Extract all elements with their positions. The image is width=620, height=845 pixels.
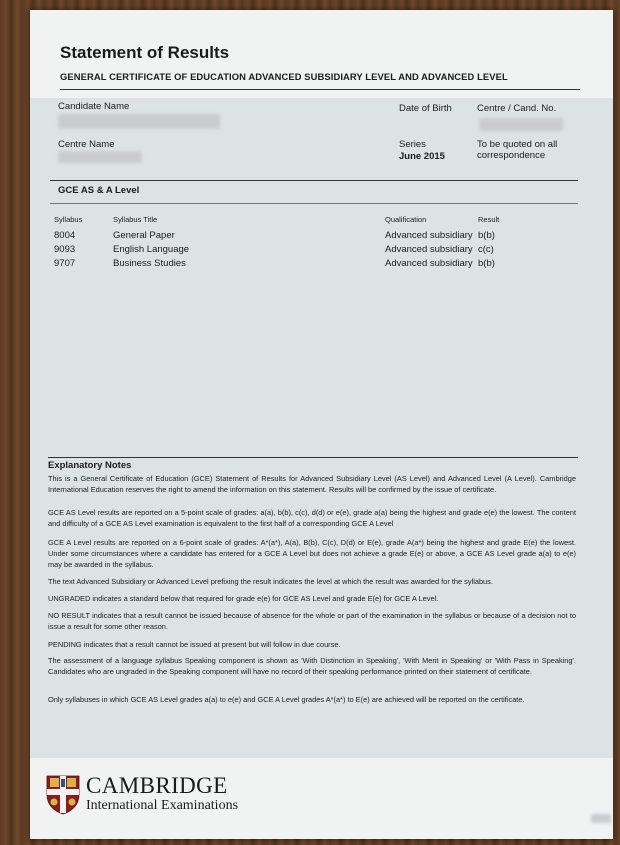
header-rule <box>50 180 578 181</box>
syllabus-code: 9707 <box>54 258 76 269</box>
centre-cand-label: Centre / Cand. No. <box>477 103 557 114</box>
cambridge-shield-icon <box>46 775 80 815</box>
result-grade: c(c) <box>478 244 494 255</box>
section-rule <box>50 203 578 204</box>
note-paragraph: PENDING indicates that a result cannot be issued at present but will follow in due course. <box>48 640 341 649</box>
serial-redacted <box>591 814 611 823</box>
syllabus-title: English Language <box>113 244 190 255</box>
syllabus-title: General Paper <box>113 230 175 241</box>
column-header-qualification: Qualification <box>385 215 427 224</box>
note-paragraph: Only syllabuses in which GCE AS Level grades a(a) to e(e) and GCE A Level grades A*(a*) to E(e) are achieved will be reported on the certificate. <box>48 695 525 704</box>
note-paragraph: GCE AS Level results are reported on a 5-point scale of grades: a(a), b(b), c(c), d(d) or e(e), grade a(a) being the highest and grade e(e) the lowest. The content and difficulty of a GCE AS Level examination is equivalent to the first half of a corresponding GCE A Level <box>48 508 576 529</box>
column-header-result: Result <box>478 215 500 224</box>
result-grade: b(b) <box>478 258 495 269</box>
notes-title: Explanatory Notes <box>48 460 132 471</box>
centre-name-label: Centre Name <box>58 139 115 150</box>
syllabus-title: Business Studies <box>113 258 186 269</box>
column-header-title: Syllabus Title <box>113 215 158 224</box>
results-section-title: GCE AS & A Level <box>58 185 140 196</box>
qualification: Advanced subsidiary <box>385 244 473 255</box>
syllabus-code: 9093 <box>54 244 76 255</box>
series-value: June 2015 <box>399 151 445 162</box>
result-grade: b(b) <box>478 230 495 241</box>
column-header-syllabus: Syllabus <box>54 215 83 224</box>
note-paragraph: The assessment of a language syllabus Speaking component is shown as 'With Distinction in Speaking', 'With Merit in Speaking' or 'With Pass in Speaking'. Candidates who are ungraded in the Speaking component will have no record of their speaking performance printed on their statement of certificate. <box>48 656 576 677</box>
candidate-name-label: Candidate Name <box>58 101 130 112</box>
note-paragraph: GCE A Level results are reported on a 6-point scale of grades: A*(a*), A(a), B(b), C(c), D(d) or E(e), grade A(a*) being the highest and grade E(e) the lowest. Under some circumstances where a candidate has entered for a GCE A Level but does not achieve a grade E(e) or above, a GCE AS Level grade a(a) to e(e) may be awarded in the syllabus. <box>48 538 576 570</box>
cambridge-logo-name: CAMBRIDGE <box>86 773 228 798</box>
qualification: Advanced subsidiary <box>385 258 473 269</box>
statement-sheet <box>30 10 613 839</box>
note-paragraph: The text Advanced Subsidiary or Advanced Level prefixing the result indicates the level at which the result was awarded for the syllabus. <box>48 577 493 586</box>
note-paragraph: This is a General Certificate of Education (GCE) Statement of Results for Advanced Subsidiary Level (AS Level) and Advanced Level (A Level). Cambridge International Education reserves the right to amend the information on this statement. Results will be confirmed by the issue of certificate. <box>48 474 576 495</box>
centre-cand-redacted <box>479 118 563 131</box>
title-rule <box>60 89 580 90</box>
date-of-birth-label: Date of Birth <box>399 103 452 114</box>
centre-name-redacted <box>58 151 142 163</box>
cambridge-logo-subtitle: International Examinations <box>86 798 239 813</box>
document-subtitle: GENERAL CERTIFICATE OF EDUCATION ADVANCED SUBSIDIARY LEVEL AND ADVANCED LEVEL <box>60 71 508 82</box>
notes-rule <box>48 457 578 458</box>
note-paragraph: UNGRADED indicates a standard below that required for grade e(e) for GCE AS Level and grade E(e) for GCE A Level. <box>48 594 439 603</box>
syllabus-code: 8004 <box>54 230 76 241</box>
qualification: Advanced subsidiary <box>385 230 473 241</box>
quote-note: To be quoted on all correspondence <box>477 139 558 161</box>
note-paragraph: NO RESULT indicates that a result cannot be issued because of absence for the whole or part of the examination in the syllabus or because of a decision not to issue a result for some other reason. <box>48 611 576 632</box>
document-title: Statement of Results <box>60 43 230 62</box>
series-label: Series <box>399 139 426 150</box>
candidate-name-redacted <box>58 114 220 129</box>
